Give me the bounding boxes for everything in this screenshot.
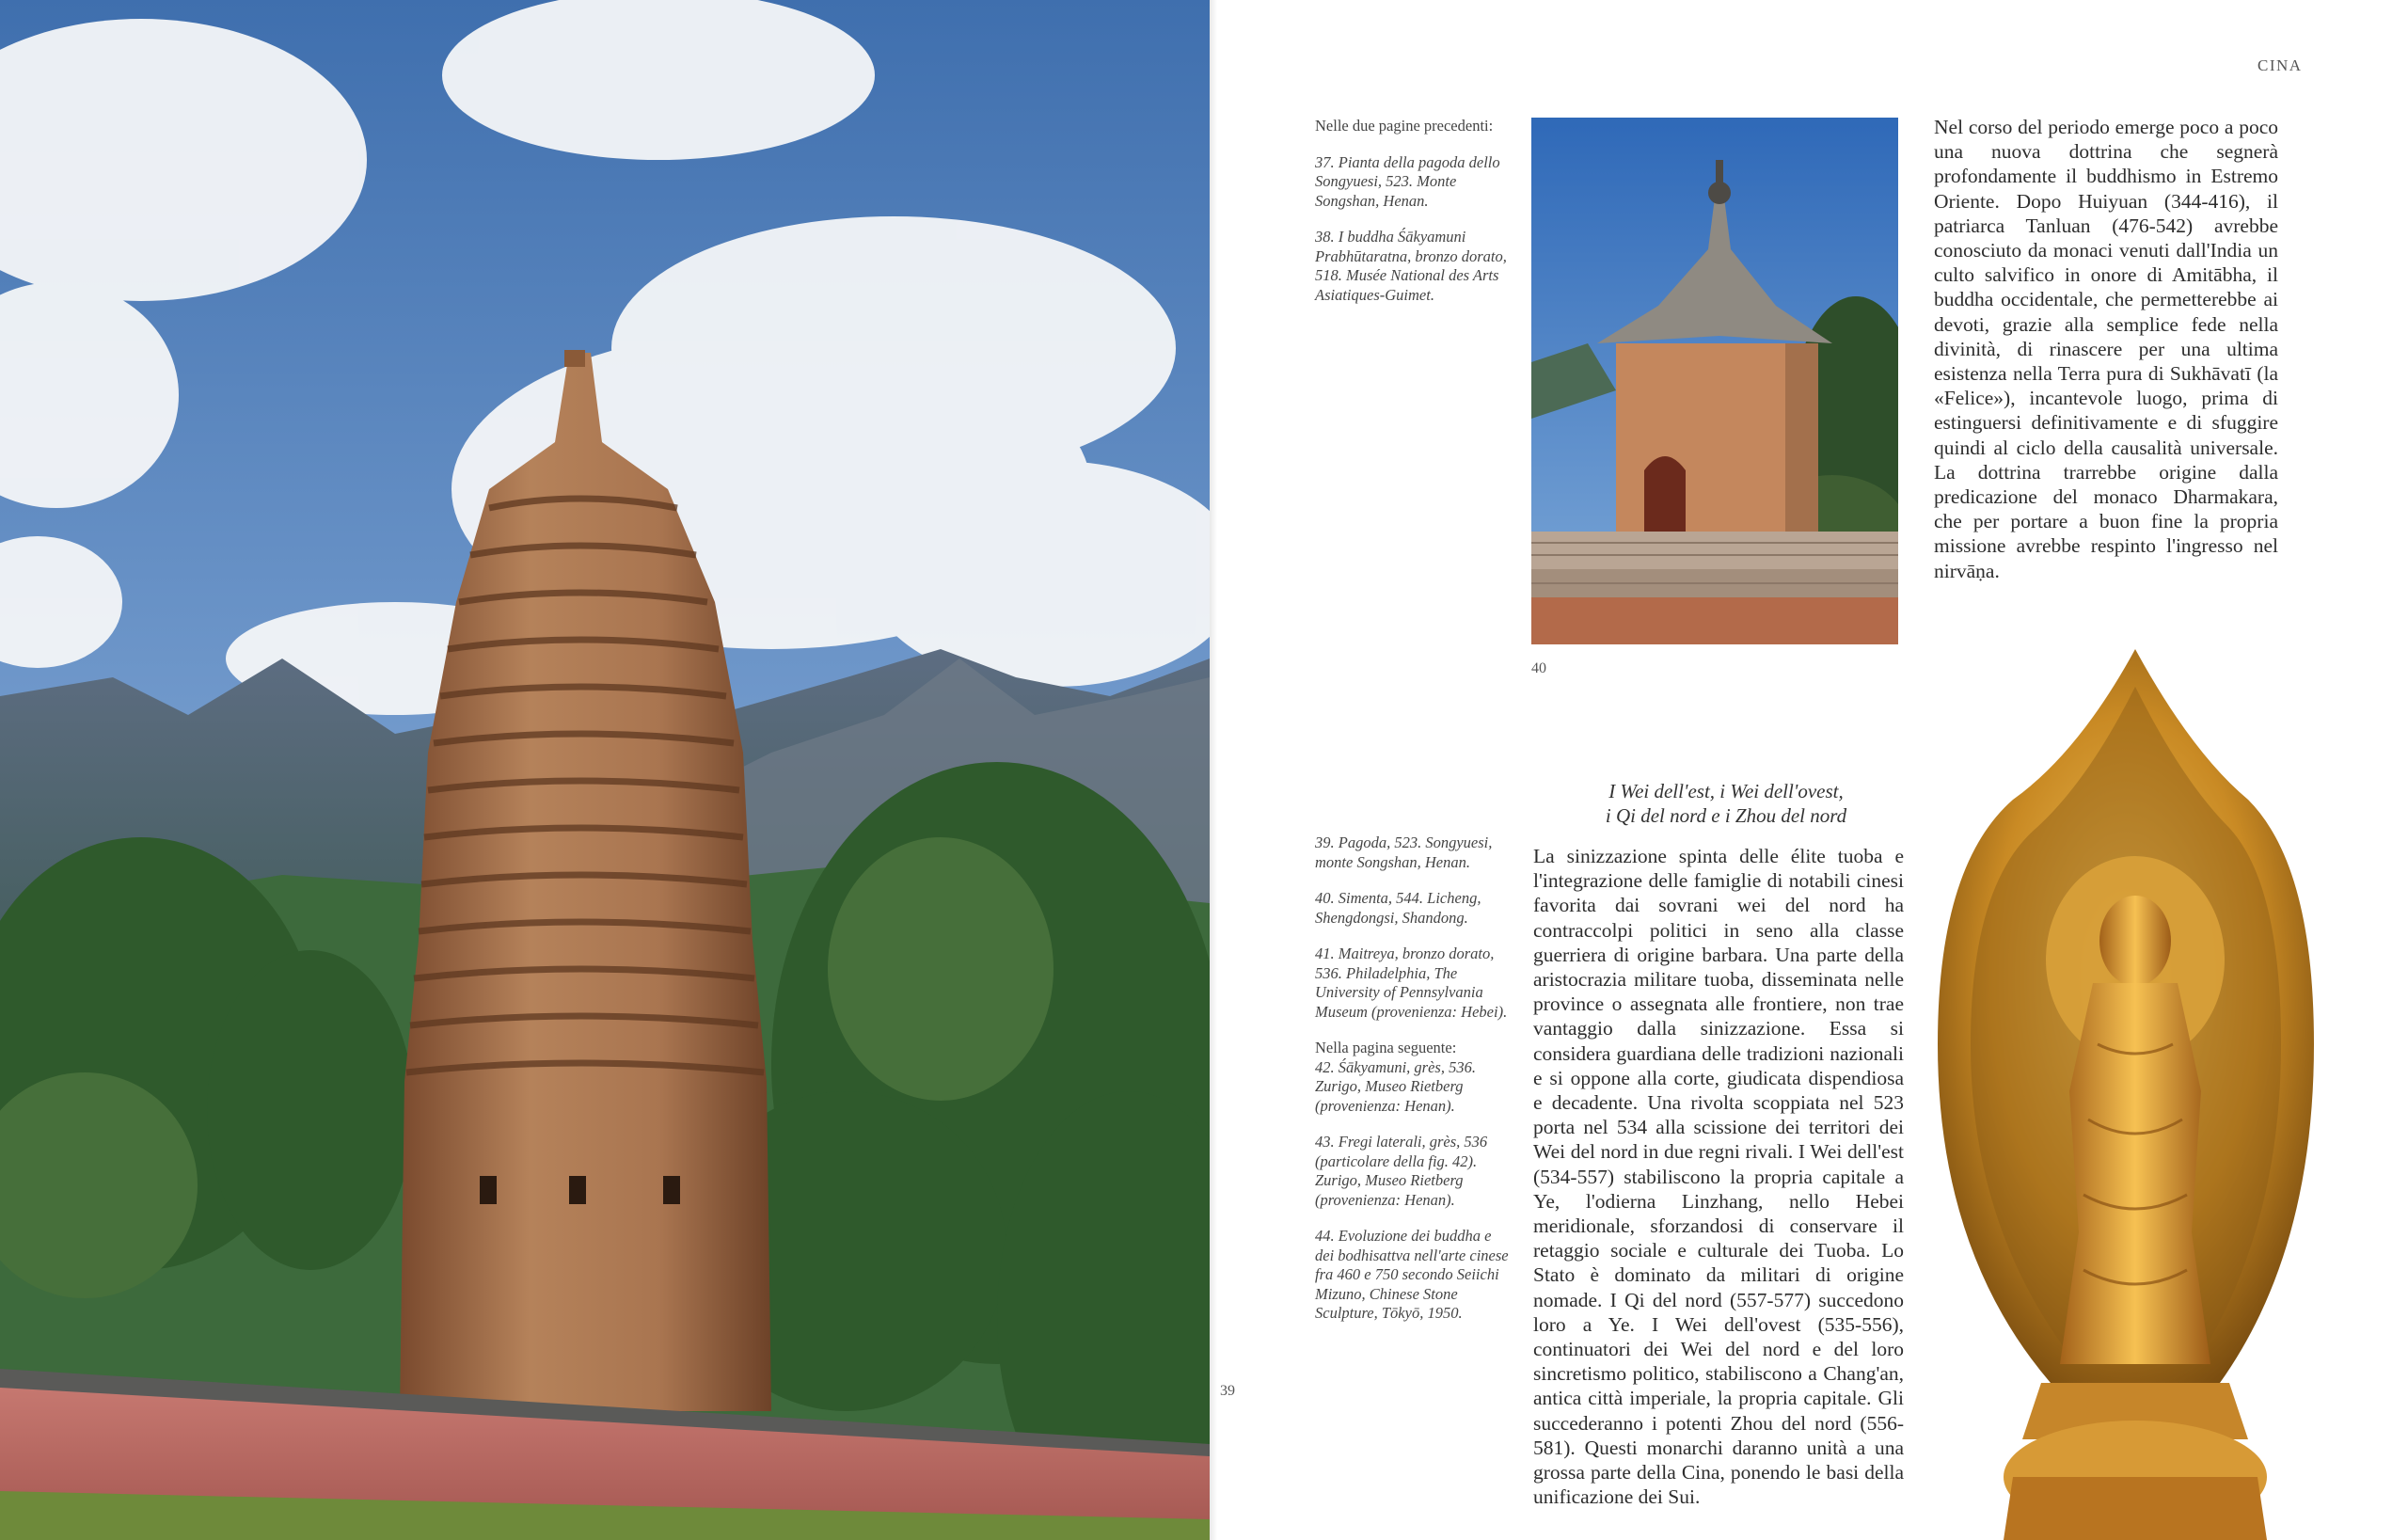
caption-item: 39. Pagoda, 523. Songyuesi, monte Songshan, Henan. — [1315, 834, 1493, 871]
caption-item: 37. Pianta della pagoda dello Songyuesi, 523. Monte Songshan, Henan. — [1315, 152, 1500, 210]
caption-item: 43. Fregi laterali, grès, 536 (particolare della fig. 42). Zurigo, Museo Rietberg (provenienza: Henan). — [1315, 1133, 1488, 1209]
caption-item: 42. Śākyamuni, grès, 536. Zurigo, Museo Rietberg (provenienza: Henan). — [1315, 1057, 1476, 1115]
paragraph-text: La sinizzazione spinta delle élite tuoba e l'integrazione delle famiglie di notabili cinesi favorita dai sovrani wei del nord ha contraccolpi politici in seno alla classe guerriera di origine barbara. Una parte della aristocrazia militare tuoba, disseminata nelle province o assegnata alle frontiere, non trae vantaggio dalla sinizzazione. Essa si considera guardiana delle tradizioni nazionali e si oppone alla corte, giudicata dispendiosa e decadente. Una rivolta scoppiata nel 523 porta nel 534 alla scissione dei territori dei Wei del nord in due regni rivali. I Wei dell'est (534-557) stabiliscono la propria capitale a Ye, l'odierna Linzhang, nello Hebei meridionale, sforzandosi di conservare il retaggio sociale e culturale dei Tuoba. Lo Stato è dominato da militari di origine nomade. I Qi del nord (557-577) succedono loro a Ye. I Wei dell'ovest (535-556), continuatori dei Wei del nord e del loro sincretismo politico, stabiliscono a Chang'an, antica città imperiale, la propria capitale. Gli succederanno i potenti Zhou del nord (556-581). Questi monarchi daranno unità a una grossa parte della Cina, ponendo le basi della unificazione dei Sui. — [1533, 845, 1904, 1509]
captions-previous-pages — [1315, 117, 1513, 322]
captions-figures — [1315, 834, 1513, 1341]
caption-item: 44. Evoluzione dei buddha e dei bodhisattva nell'arte cinese fra 460 e 750 secondo Seiichi Mizuno, Chinese Stone Sculpture, Tōkyō, 1950. — [1315, 1227, 1509, 1322]
paragraph-text: Nel corso del periodo emerge poco a poco una nuova dottrina che segnerà profondamente il buddhismo in Estremo Oriente. Dopo Huiyuan (344-416), il patriarca Tanluan (476-542) avrebbe conosciuto da monaci venuti dall'India un culto salvifico in onore di Amitābha, il buddha occidentale, che permetterebbe ai devoti, grazie alla semplice fede nella divinità, di rinascere per una ultima esistenza nella Terra pura di Sukhāvatī (la «Felice»), incantevole luogo, prima di estinguersi definitivamente e di sfuggire quindi al ciclo della causalità universale. La dottrina trarrebbe origine dalla predicazione del monaco Dharmakara, che per portare a buon fine la propria missione avrebbe respinto l'ingresso nel nirvāṇa. — [1934, 116, 2278, 582]
page-gutter — [1210, 0, 1217, 1540]
intro-paragraph — [1934, 115, 2278, 583]
main-paragraph — [1533, 844, 1904, 1509]
caption-lead: Nella pagina seguente: — [1315, 1039, 1457, 1056]
section-heading — [1533, 779, 1919, 828]
section-heading-line: i Qi del nord e i Zhou del nord — [1605, 804, 1847, 827]
maitreya-statue-photo — [1909, 649, 2342, 1540]
caption-item: 41. Maitreya, bronzo dorato, 536. Philadelphia, The University of Pennsylvania Museum (provenienza: Hebei). — [1315, 945, 1508, 1021]
caption-item: 38. I buddha Śākyamuni Prabhūtaratna, bronzo dorato, 518. Musée National des Arts Asiatiques-Guimet. — [1315, 228, 1507, 304]
figure-number-40: 40 — [1531, 660, 1546, 676]
section-heading-line: I Wei dell'est, i Wei dell'ovest, — [1608, 780, 1844, 802]
figure-number-39: 39 — [1220, 1383, 1235, 1399]
stone-pagoda-photo — [1531, 118, 1898, 644]
caption-item: 40. Simenta, 544. Licheng, Shengdongsi, Shandong. — [1315, 889, 1481, 927]
running-head: CINA — [2258, 56, 2303, 74]
caption-lead: Nelle due pagine precedenti: — [1315, 117, 1494, 135]
